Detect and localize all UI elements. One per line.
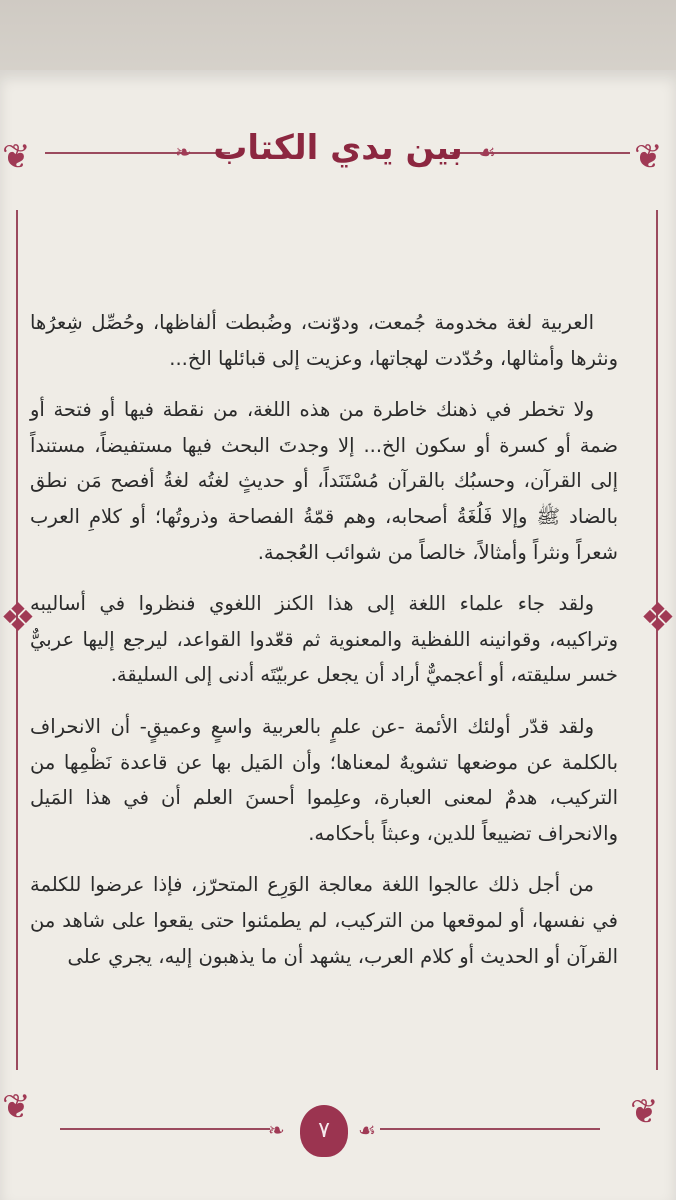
page-title: بين يدي الكتاب [213, 128, 463, 168]
paragraph: ولقد جاء علماء اللغة إلى هذا الكنز اللغوي فنظروا في أساليبه وتراكيبه، وقوانينه اللفظية والمعنوية ثم قعّدوا القواعد، ليرجع إليها عربيٌّ خسر سليقته، أو أعجميٌّ أراد أن يجعل عربيّتَه أدنى إلى السليقة. [30, 592, 618, 687]
side-ornament-icon: ❖ [0, 595, 36, 641]
page-number: ٧ [300, 1105, 348, 1157]
header [0, 128, 676, 168]
paragraph: ولقد قدّر أولئك الأئمة -عن علمٍ بالعربية واسعٍ وعميقٍ- أن الانحراف بالكلمة عن موضعها تشويهٌ لمعناها؛ وأن المَيل بها عن قاعدة نَظْمِها من التركيب، هدمٌ لمعنى العبارة، وعلِموا أحسنَ العلم أن في هذا المَيل والانحراف تضييعاً للدين، وعبثاً بأحكامه. [30, 714, 618, 845]
paragraph: العربية لغة مخدومة جُمعت، ودوّنت، وضُبطت ألفاظها، وحُصِّل شِعرُها ونثرها وأمثالها، وحُدّدت لهجاتها، وعزيت إلى قبائلها الخ... [30, 311, 618, 370]
paragraph: ولا تخطر في ذهنك خاطرة من هذه اللغة، من نقطة فيها أو فتحة أو ضمة أو كسرة أو سكون الخ... إلا وجدتَ البحث فيها مستفيضاً، مستنداً إلى القرآن، وحسبُك بالقرآن مُسْتَنَداً، أو حديثٍ لغتُه لغةُ أفصح مَن نطق بالضاد ﷺ وإلا فَلُغَةُ أصحابه، وهم قمّةُ الفصاحة وذروتُها؛ أو كلامِ العرب شعراً ونثراً وأمثالاً، خالصاً من شوائب العُجمة. [30, 398, 618, 564]
side-ornament-icon: ❖ [640, 595, 676, 641]
frame-bottom-line [60, 1128, 270, 1130]
title-flourish-icon: ☙ [478, 140, 496, 164]
paragraph: من أجل ذلك عالجوا اللغة معالجة الوَرِع المتحرّز، فإذا عرضوا للكلمة في نفسها، أو لموقعها من التركيب، لم يطمئنوا حتى يقعوا على شاهد من القرآن أو الحديث أو كلام العرب، يشهد أن ما يذهبون إليه، يجري على [30, 873, 618, 968]
corner-ornament-icon: ❦ [2, 1087, 31, 1127]
footer-flourish-icon: ☙ [358, 1118, 376, 1142]
footer-flourish-icon: ❧ [268, 1118, 285, 1142]
corner-ornament-icon: ❦ [634, 137, 663, 177]
corner-ornament-icon: ❦ [2, 137, 31, 177]
body-text [30, 305, 618, 990]
frame-bottom-line-right [380, 1128, 600, 1130]
corner-ornament-icon: ❦ [630, 1092, 659, 1132]
title-flourish-icon: ❧ [175, 140, 192, 164]
